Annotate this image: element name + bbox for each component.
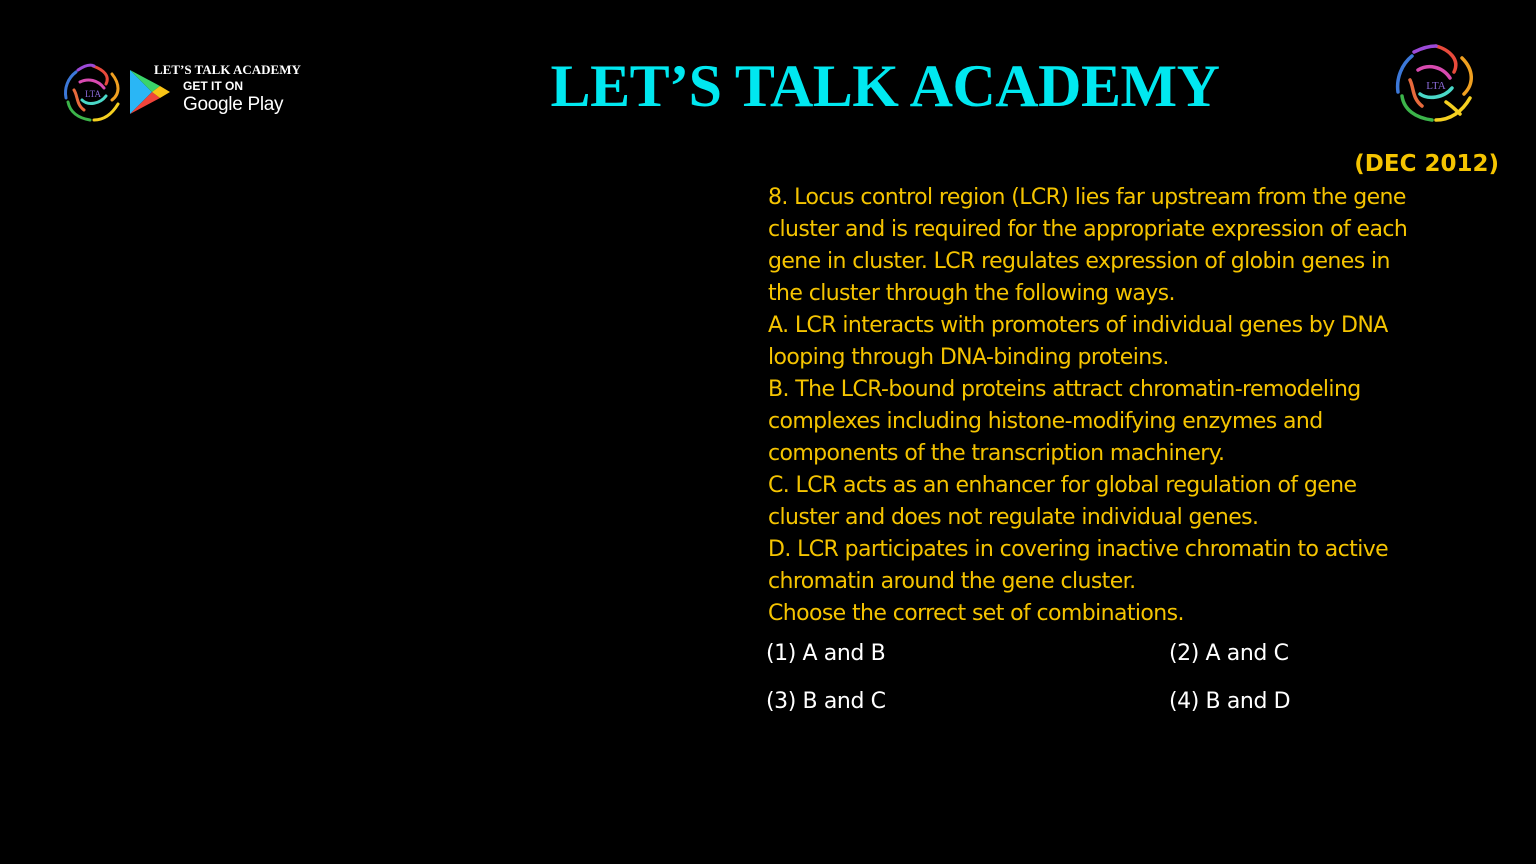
question-instruction: Choose the correct set of combinations.	[768, 601, 1184, 626]
statement-b-cont: components of the transcription machinery.	[768, 441, 1225, 466]
question-line: 8. Locus control region (LCR) lies far upstream from the gene	[768, 185, 1406, 210]
statement-b: B. The LCR-bound proteins attract chromatin-remodeling	[768, 377, 1361, 402]
svg-text:LTA: LTA	[85, 89, 101, 99]
statement-b-cont: complexes including histone-modifying enzymes and	[768, 409, 1323, 434]
question-line: the cluster through the following ways.	[768, 281, 1175, 306]
statement-d: D. LCR participates in covering inactive chromatin to active	[768, 537, 1389, 562]
statement-a: A. LCR interacts with promoters of individual genes by DNA	[768, 313, 1388, 338]
question-text	[768, 182, 1508, 630]
option-2: (2) A and C	[1169, 641, 1289, 666]
page-title: LET’S TALK ACADEMY	[550, 53, 1220, 119]
statement-a-cont: looping through DNA-binding proteins.	[768, 345, 1169, 370]
store-badge-academy: LET’S TALK ACADEMY	[154, 62, 301, 77]
exam-tag: (DEC 2012)	[1354, 151, 1499, 177]
store-badge-name: Google Play	[183, 94, 284, 115]
lta-logo-icon	[60, 60, 126, 126]
statement-d-cont: chromatin around the gene cluster.	[768, 569, 1136, 594]
option-1: (1) A and B	[766, 641, 886, 666]
statement-c-cont: cluster and does not regulate individual genes.	[768, 505, 1259, 530]
store-badge-get-it-on: GET IT ON	[183, 79, 243, 93]
lta-logo-icon	[1390, 40, 1482, 128]
question-line: gene in cluster. LCR regulates expression of globin genes in	[768, 249, 1390, 274]
option-3: (3) B and C	[766, 689, 886, 714]
option-4: (4) B and D	[1169, 689, 1291, 714]
svg-text:LTA: LTA	[1426, 80, 1446, 92]
question-line: cluster and is required for the appropriate expression of each	[768, 217, 1408, 242]
statement-c: C. LCR acts as an enhancer for global regulation of gene	[768, 473, 1357, 498]
